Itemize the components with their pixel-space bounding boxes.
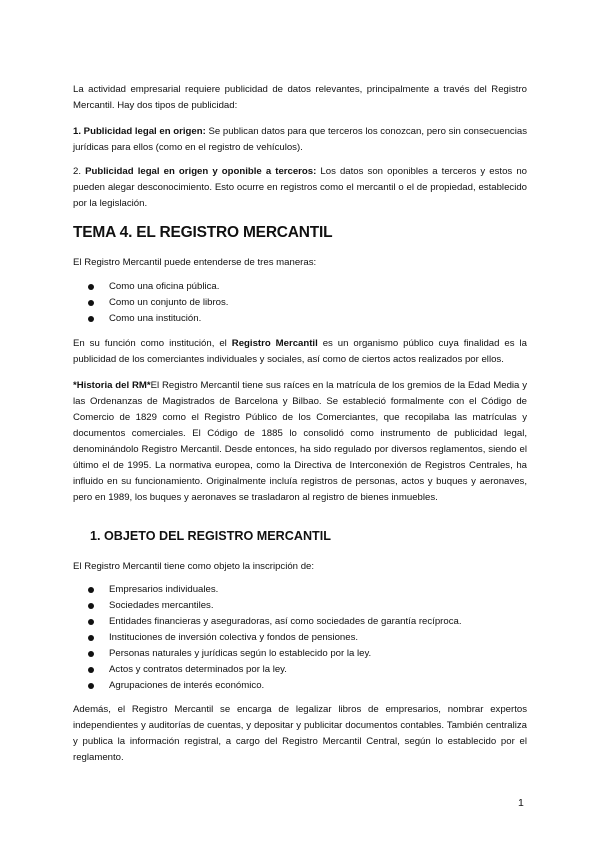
list-item: Sociedades mercantiles. (88, 598, 462, 614)
objeto-lead-text: El Registro Mercantil tiene como objeto la inscripción de: (73, 561, 315, 572)
registro-mercantil-bold: Registro Mercantil (231, 338, 318, 349)
list-item: Como una oficina pública. (88, 279, 228, 295)
list-item: Como una institución. (88, 311, 228, 327)
intro-paragraph (73, 82, 527, 114)
list-item: Empresarios individuales. (88, 582, 462, 598)
bullet-icon (88, 587, 94, 593)
list-item: Entidades financieras y aseguradoras, así como sociedades de garantía recíproca. (88, 614, 462, 630)
list-item: Agrupaciones de interés económico. (88, 678, 462, 694)
publicity-type-2-label: Publicidad legal en origen y oponible a terceros: (85, 166, 317, 177)
list-item: Personas naturales y jurídicas según lo establecido por la ley. (88, 646, 462, 662)
bullet-icon (88, 300, 94, 306)
list-item: Como un conjunto de libros. (88, 295, 228, 311)
closing-paragraph (73, 702, 527, 766)
bullet-icon (88, 651, 94, 657)
bullet-icon (88, 667, 94, 673)
chapter-title: TEMA 4. EL REGISTRO MERCANTIL (73, 224, 333, 241)
closing-text: Además, el Registro Mercantil se encarga de legalizar libros de empresarios, nombrar expertos independientes y auditorías de cuentas, y depositar y publicitar documentos contables. También centraliza y publica la información registral, a cargo del Registro Mercantil Central, según lo establecido por el reglamento. (73, 704, 527, 763)
bullet-icon (88, 619, 94, 625)
list-item: Actos y contratos determinados por la ley. (88, 662, 462, 678)
history-text: El Registro Mercantil tiene sus raíces en la matrícula de los gremios de la Edad Media y las Ordenanzas de Magistrados de Barcelona y Bilbao. Se estableció formalmente con el Código de Comercio de 1829 como el Registro Público de los Comerciantes, que recopilaba las matrículas y documentos comerciales. El Código de 1885 lo consolidó como instrumento de publicidad legal, denominándolo Registro Mercantil. Desde entonces, ha sido regulado por diversos reglamentos, siendo el último el de 1995. La normativa europea, como la Directiva de Interconexión de Registros Centrales, ha influido en su funcionamiento. Originalmente incluía registros de personas, actos y buques y aeronaves, pero en 1989, los buques y aeronaves se trasladaron al registro de bienes inmuebles. (73, 380, 527, 503)
publicity-type-1-text: Se publican datos para que terceros los conozcan, pero sin consecuencias jurídicas para ellos (como en el registro de vehículos). (73, 126, 527, 153)
bullet-icon (88, 635, 94, 641)
bullet-icon (88, 316, 94, 322)
bullet-icon (88, 284, 94, 290)
section-title: 1. OBJETO DEL REGISTRO MERCANTIL (90, 529, 331, 543)
publicity-type-2 (73, 164, 527, 212)
institution-paragraph: En su función como institución, el Registro Mercantil es un organismo público cuya finalidad es la publicidad de los comerciantes individuales y sociales, así como de ciertos actos realizados por ellos. (73, 338, 527, 365)
publicity-type-1-label: 1. Publicidad legal en origen: (73, 126, 206, 137)
ways-lead (73, 255, 527, 271)
ways-list (88, 279, 228, 327)
publicity-type-2-text: Los datos son oponibles a terceros y estos no pueden alegar desconocimiento. Esto ocurre en registros como el mercantil o el de propiedad, establecido por la legislación. (73, 166, 527, 209)
list-item: Instituciones de inversión colectiva y fondos de pensiones. (88, 630, 462, 646)
intro-text: La actividad empresarial requiere publicidad de datos relevantes, principalmente a través del Registro Mercantil. Hay dos tipos de publicidad: (73, 84, 527, 111)
objeto-lead (73, 559, 527, 575)
publicity-type-2-prefix: 2. (73, 166, 86, 177)
ways-lead-text: El Registro Mercantil puede entenderse de tres maneras: (73, 257, 317, 268)
bullet-icon (88, 683, 94, 689)
publicity-type-1 (73, 124, 527, 156)
bullet-icon (88, 603, 94, 609)
page-number: 1 (518, 797, 524, 809)
history-label: *Historia del RM* (73, 380, 151, 391)
history-paragraph (73, 378, 527, 506)
objeto-list (88, 582, 462, 694)
